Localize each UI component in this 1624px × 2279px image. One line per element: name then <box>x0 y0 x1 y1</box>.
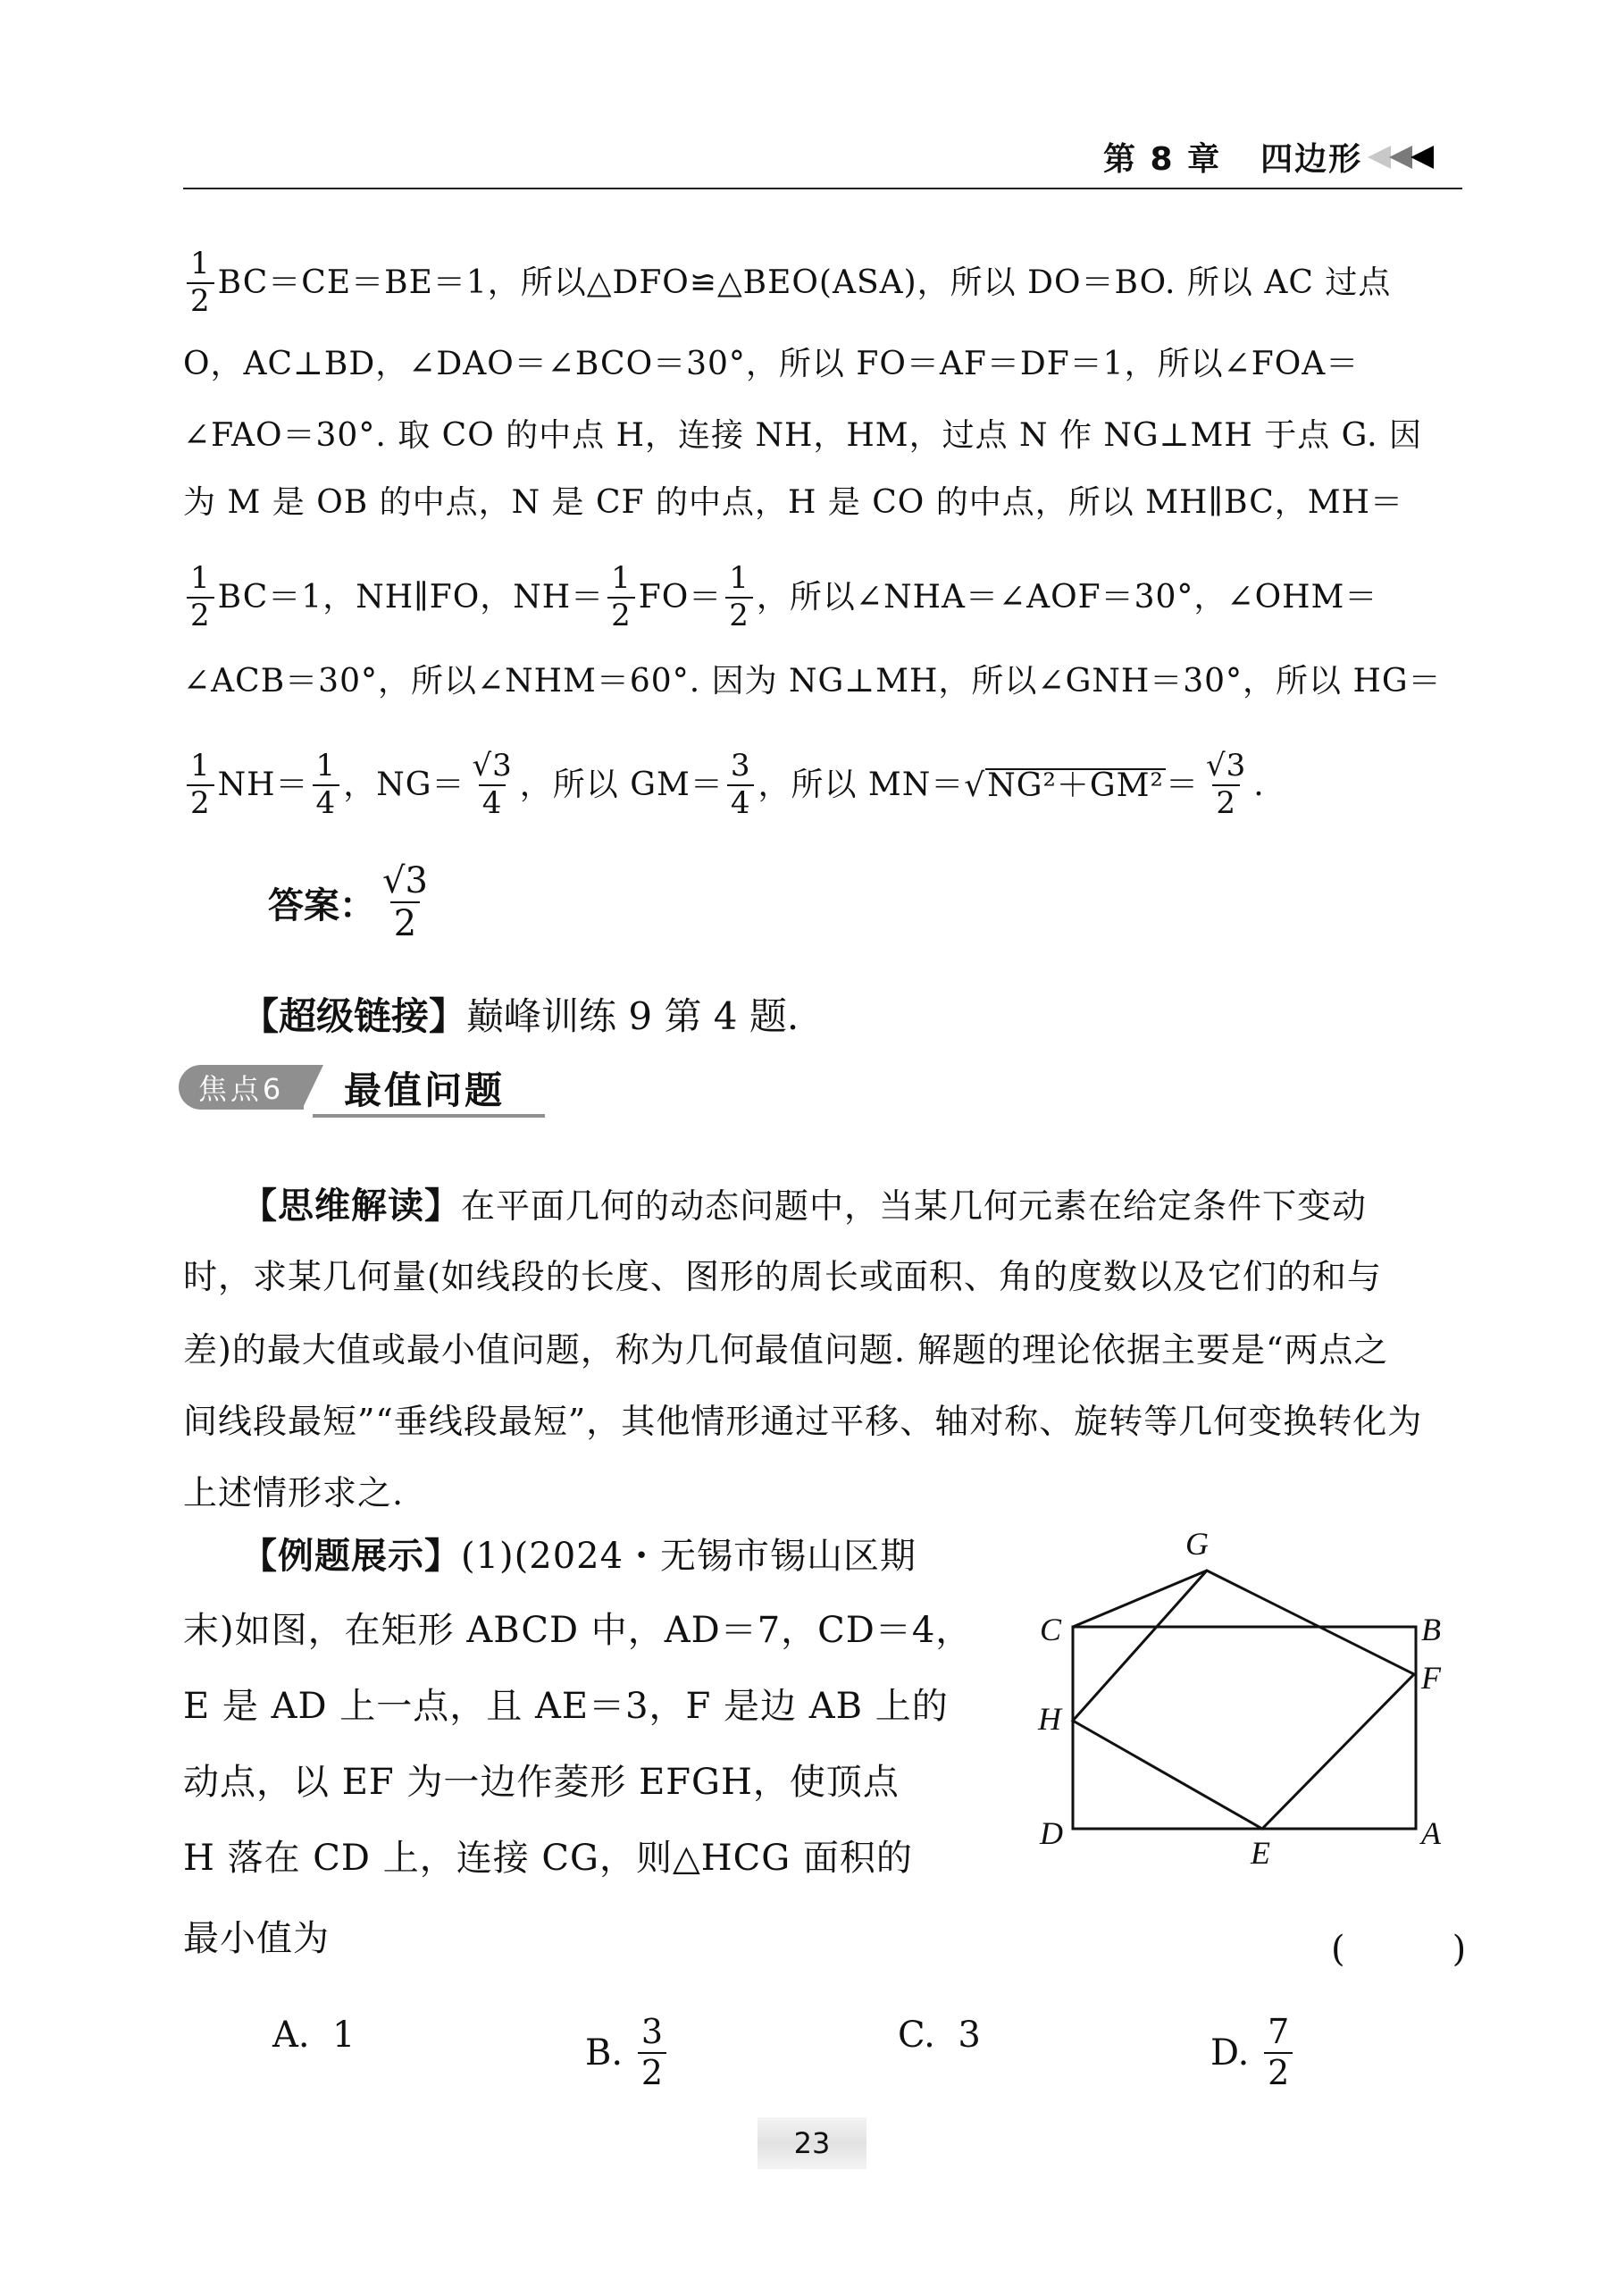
solution-line: ∠FAO＝30°. 取 CO 的中点 H，连接 NH，HM，过点 N 作 NG⊥MH 于点 G. 因 <box>183 417 1423 454</box>
option-letter: D. <box>1210 2032 1250 2074</box>
focus-title: 最值问题 <box>344 1068 506 1112</box>
option-b <box>585 2012 670 2092</box>
answer-fraction: $\frac{√3}{2}$ <box>382 860 428 944</box>
solution-text: BC＝1，NH∥FO，NH＝ <box>217 578 605 616</box>
label-d: D <box>1040 1815 1063 1851</box>
rectangle-abcd <box>1073 1627 1416 1829</box>
label-g: G <box>1185 1526 1209 1562</box>
fraction: $\frac{1}{4}$ <box>313 750 340 819</box>
focus-badge: 焦点6 <box>179 1065 304 1110</box>
example-line: H 落在 CD 上，连接 CG，则△HCG 面积的 <box>183 1838 913 1879</box>
option-letter: C. <box>898 2015 935 2056</box>
solution-text: ，所以 GM＝ <box>519 766 724 803</box>
segment-cg <box>1073 1571 1207 1627</box>
solution-text: BC＝CE＝BE＝1，所以△DFO≌△BEO(ASA)，所以 DO＝BO. 所以 AC 过点 <box>217 264 1392 301</box>
super-link-label: 【超级链接】 <box>241 994 467 1038</box>
answer-bracket: ( ) <box>1331 1929 1503 1970</box>
example-label: 【例题展示】 <box>241 1536 461 1577</box>
option-value: 1 <box>332 2015 356 2056</box>
solution-text: ＝ <box>1165 766 1199 803</box>
thinking-line: 差)的最大值或最小值问题，称为几何最值问题. 解题的理论依据主要是“两点之 <box>183 1330 1389 1370</box>
fraction: $\frac{1}{2}$ <box>187 248 214 317</box>
square-root: √ NG²＋GM² <box>964 767 1164 804</box>
solution-line <box>183 750 1462 819</box>
example-line: E 是 AD 上一点，且 AE＝3，F 是边 AB 上的 <box>183 1686 949 1727</box>
solution-text: . <box>1253 766 1265 803</box>
thinking-line: 间线段最短”“垂线段最短”，其他情形通过平移、轴对称、旋转等几何变换转化为 <box>183 1402 1423 1441</box>
answer <box>268 862 435 943</box>
solution-line <box>183 248 1462 317</box>
triple-arrow-icon <box>1369 146 1434 169</box>
solution-text: ，所以∠NHA＝∠AOF＝30°，∠OHM＝ <box>756 578 1378 616</box>
option-fraction: $\frac{7}{2}$ <box>1264 2015 1293 2091</box>
chapter-number: 第 8 章 <box>1103 141 1222 178</box>
fraction: $\frac{√3}{4}$ <box>472 748 513 821</box>
solution-line: 为 M 是 OB 的中点，N 是 CF 的中点，H 是 CO 的中点，所以 MH∥BC，MH＝ <box>183 484 1403 521</box>
option-fraction: $\frac{3}{2}$ <box>638 2015 666 2091</box>
option-value: 3 <box>958 2015 981 2056</box>
fraction: $\frac{√3}{2}$ <box>1206 748 1247 821</box>
rhombus-efgh <box>1073 1571 1414 1829</box>
focus-underline <box>313 1114 545 1118</box>
option-c <box>898 2015 981 2056</box>
label-c: C <box>1040 1612 1062 1647</box>
fraction: $\frac{1}{2}$ <box>187 563 214 632</box>
example-text: (1)(2024・无锡市锡山区期 <box>461 1536 917 1577</box>
thinking-line: 时，求某几何量(如线段的长度、图形的周长或面积、角的度数以及它们的和与 <box>183 1257 1382 1296</box>
label-e: E <box>1251 1835 1270 1871</box>
chapter-header <box>1103 134 1434 180</box>
example-line: 最小值为 <box>183 1918 330 1959</box>
solution-text: NH＝ <box>217 766 309 803</box>
super-link-text: 巅峰训练 9 第 4 题. <box>466 994 799 1038</box>
answer-label: 答案： <box>268 884 375 926</box>
solution-line: ∠ACB＝30°，所以∠NHM＝60°. 因为 NG⊥MH，所以∠GNH＝30°，所以 HG＝ <box>183 663 1442 700</box>
solution-text: ，所以 MN＝ <box>758 766 965 803</box>
solution-line: O，AC⊥BD，∠DAO＝∠BCO＝30°，所以 FO＝AF＝DF＝1，所以∠FOA＝ <box>183 346 1360 382</box>
label-h: H <box>1038 1701 1061 1737</box>
fraction: $\frac{1}{2}$ <box>725 563 753 632</box>
option-letter: B. <box>585 2032 624 2074</box>
super-link <box>241 987 799 1041</box>
header-divider <box>183 188 1462 189</box>
page-number: 23 <box>758 2117 866 2169</box>
chapter-title: 四边形 <box>1260 141 1363 178</box>
example-line: 动点，以 EF 为一边作菱形 EFGH，使顶点 <box>183 1762 900 1803</box>
thinking-label: 【思维解读】 <box>241 1186 461 1227</box>
label-f: F <box>1421 1660 1441 1696</box>
thinking-line: 上述情形求之. <box>183 1473 405 1512</box>
focus-badge-tail <box>302 1065 323 1110</box>
solution-text: FO＝ <box>638 578 723 616</box>
thinking-line <box>183 1186 1462 1227</box>
example-line: 末)如图，在矩形 ABCD 中，AD＝7，CD＝4， <box>183 1610 973 1651</box>
fraction: $\frac{1}{2}$ <box>187 750 214 819</box>
fraction: $\frac{3}{4}$ <box>727 750 755 819</box>
solution-line <box>183 560 1462 633</box>
thinking-text: 在平面几何的动态问题中，当某几何元素在给定条件下变动 <box>461 1186 1368 1226</box>
example-line <box>241 1536 917 1577</box>
fraction: $\frac{1}{2}$ <box>607 563 635 632</box>
solution-text: ，NG＝ <box>343 766 465 803</box>
option-a <box>272 2015 356 2056</box>
option-letter: A. <box>272 2015 310 2056</box>
geometry-diagram <box>1027 1519 1474 1903</box>
label-a: A <box>1421 1815 1441 1851</box>
option-d <box>1210 2012 1296 2092</box>
label-b: B <box>1421 1612 1441 1647</box>
